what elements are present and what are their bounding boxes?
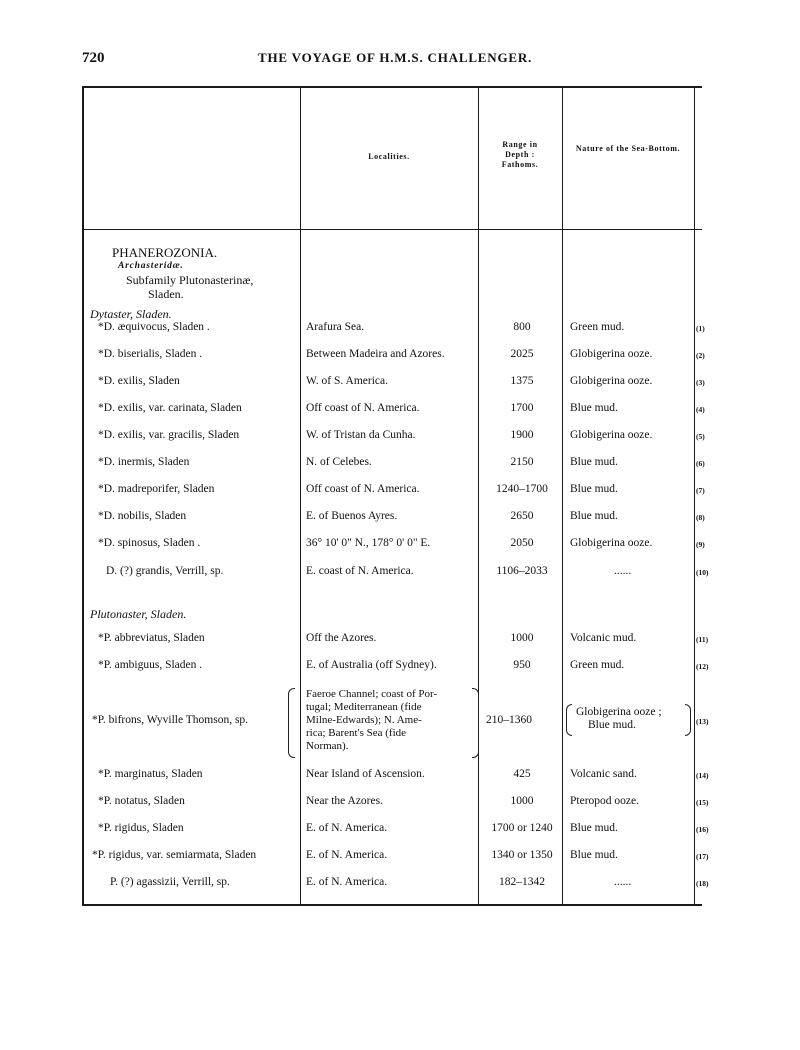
depth-range: 950 (513, 659, 531, 671)
depth-range: 2150 (510, 456, 534, 468)
species-name: *P. notatus, Sladen (98, 795, 185, 807)
footnote-ref: (12) (696, 662, 709, 671)
genus-dytaster: Dytaster, Sladen. (90, 307, 172, 321)
sea-bottom: Blue mud. (570, 510, 618, 522)
depth-range: 2650 (510, 510, 534, 522)
page-number: 720 (82, 50, 105, 66)
species-name: *D. exilis, var. carinata, Sladen (98, 402, 242, 414)
locality: Off coast of N. America. (306, 483, 420, 495)
table-row (82, 822, 709, 842)
footnote-ref: (4) (696, 405, 705, 414)
depth-range: 1340 or 1350 (491, 849, 553, 861)
table-row-bifrons (82, 686, 709, 760)
running-head: THE VOYAGE OF H.M.S. CHALLENGER. (258, 50, 533, 65)
species-name: D. (?) grandis, Verrill, sp. (106, 565, 224, 577)
species-name: *D. exilis, Sladen (98, 375, 180, 387)
depth-range: 1900 (510, 429, 534, 441)
locality: N. of Celebes. (306, 456, 372, 468)
species-name: *P. ambiguus, Sladen . (98, 659, 203, 671)
depth-range: 210–1360 (486, 714, 532, 726)
footnote-ref: (8) (696, 513, 705, 522)
sea-bottom: Volcanic sand. (570, 768, 637, 780)
species-name: *D. æquivocus, Sladen . (98, 321, 210, 333)
species-name: *P. abbreviatus, Sladen (98, 632, 205, 644)
bottom-block (576, 706, 662, 732)
locality: E. of N. America. (306, 822, 388, 834)
locality: Off coast of N. America. (306, 402, 420, 414)
locality: W. of S. America. (306, 375, 388, 387)
sea-bottom: Blue mud. (570, 483, 618, 495)
locality: E. of N. America. (306, 849, 388, 861)
footnote-ref: (3) (696, 378, 705, 387)
table-row (82, 402, 705, 422)
footnote-ref: (2) (696, 351, 705, 360)
table-row (82, 510, 705, 530)
footnote-ref: (16) (696, 825, 709, 834)
locality: E. of Buenos Ayres. (306, 510, 398, 522)
right-brace (472, 688, 479, 758)
depth-range: 1240–1700 (496, 483, 548, 495)
footnote-ref: (11) (696, 635, 709, 644)
locality-line: rica; Barent's Sea (fide (306, 727, 407, 739)
sea-bottom: Globigerina ooze. (570, 348, 653, 360)
footnote-ref: (9) (696, 540, 705, 549)
table-row (82, 849, 709, 869)
depth-range: 1000 (510, 632, 534, 644)
footnote-ref: (15) (696, 798, 709, 807)
sea-bottom: ...... (614, 565, 632, 577)
locality: Near the Azores. (306, 795, 383, 807)
sea-bottom: Blue mud. (570, 456, 618, 468)
locality: Between Madeira and Azores. (306, 348, 445, 360)
depth-range: 2025 (510, 348, 534, 360)
locality-line: Milne-Edwards); N. Ame- (306, 714, 422, 726)
table-row (82, 429, 705, 449)
locality-line: Faeroe Channel; coast of Por- (306, 688, 438, 700)
footnote-ref: (13) (696, 717, 709, 726)
footnote-ref: (17) (696, 852, 709, 861)
table-bottom-rule (82, 904, 702, 906)
footnote-ref: (1) (696, 324, 705, 333)
depth-range: 1700 (510, 402, 534, 414)
table-row (82, 659, 709, 679)
locality: Off the Azores. (306, 632, 377, 644)
species-name: *D. spinosus, Sladen . (98, 537, 201, 549)
table-row (82, 768, 709, 788)
species-name: *D. inermis, Sladen (98, 456, 190, 468)
bottom-left-brace (566, 704, 572, 736)
depth-range: 182–1342 (499, 876, 545, 888)
sea-bottom: Volcanic mud. (570, 632, 637, 644)
locality: 36° 10' 0" N., 178° 0' 0" E. (306, 537, 431, 549)
family-heading: Archasteridæ. (118, 261, 184, 271)
footnote-ref: (10) (696, 568, 709, 577)
footnote-ref: (5) (696, 432, 705, 441)
bottom-line: Globigerina ooze ; (576, 706, 662, 718)
footnote-ref: (7) (696, 486, 705, 495)
header-rule (82, 229, 702, 230)
species-name: *P. rigidus, Sladen (98, 822, 184, 834)
depth-range: 1000 (510, 795, 534, 807)
species-name: *D. madreporifer, Sladen (98, 483, 215, 495)
species-name: *D. nobilis, Sladen (98, 510, 187, 522)
species-name: P. (?) agassizii, Verrill, sp. (110, 876, 230, 888)
sea-bottom: Green mud. (570, 321, 625, 333)
table-row (82, 537, 705, 557)
species-name: *D. biserialis, Sladen . (98, 348, 203, 360)
locality: E. coast of N. America. (306, 565, 414, 577)
sea-bottom: Blue mud. (570, 402, 618, 414)
sea-bottom: Green mud. (570, 659, 625, 671)
sea-bottom: Globigerina ooze. (570, 375, 653, 387)
locality: E. of Australia (off Sydney). (306, 659, 437, 671)
locality: Near Island of Ascension. (306, 768, 425, 780)
sea-bottom: Blue mud. (570, 849, 618, 861)
table-row (82, 632, 709, 652)
species-name: *P. marginatus, Sladen (98, 768, 203, 780)
bottom-right-brace (685, 704, 691, 736)
subfamily-heading: Subfamily Plutonasterinæ, (126, 273, 254, 287)
locality: W. of Tristan da Cunha. (306, 429, 416, 441)
header-range: Range in Depth : Fathoms. (501, 140, 539, 169)
locality-line: Norman). (306, 740, 349, 752)
depth-range: 1375 (510, 375, 534, 387)
table-row (82, 456, 705, 476)
order-heading: PHANEROZONIA. (112, 245, 218, 260)
species-name: *D. exilis, var. gracilis, Sladen (98, 429, 240, 441)
sea-bottom: Globigerina ooze. (570, 537, 653, 549)
table-row (82, 375, 705, 395)
table-row (82, 348, 705, 368)
locality-line: tugal; Mediterranean (fide (306, 701, 422, 713)
sea-bottom: Blue mud. (570, 822, 618, 834)
footnote-ref: (18) (696, 879, 709, 888)
table-row (82, 483, 705, 503)
header-bottom: Nature of the Sea-Bottom. (575, 144, 681, 153)
locality: Arafura Sea. (306, 321, 365, 333)
species-name: *P. bifrons, Wyville Thomson, sp. (92, 714, 249, 726)
subfamily-author: Sladen. (148, 287, 184, 301)
genus-plutonaster: Plutonaster, Sladen. (90, 607, 187, 621)
sea-bottom: ...... (614, 876, 632, 888)
footnote-ref: (14) (696, 771, 709, 780)
depth-range: 2050 (510, 537, 534, 549)
bottom-line: Blue mud. (588, 719, 636, 731)
locality: E. of N. America. (306, 876, 388, 888)
locality-block (306, 688, 437, 753)
species-name: *P. rigidus, var. semiarmata, Sladen (92, 849, 257, 861)
table-row (82, 321, 705, 341)
table-top-rule (82, 86, 702, 88)
table-row (82, 795, 709, 815)
table-row (82, 876, 709, 896)
species-table (82, 86, 709, 906)
depth-range: 1106–2033 (496, 565, 548, 577)
sea-bottom: Pteropod ooze. (570, 795, 639, 807)
depth-range: 1700 or 1240 (491, 822, 553, 834)
sea-bottom: Globigerina ooze. (570, 429, 653, 441)
footnote-ref: (6) (696, 459, 705, 468)
header-localities: Localities. (368, 152, 410, 161)
left-brace (288, 688, 295, 758)
table-row (82, 565, 709, 585)
depth-range: 800 (513, 321, 531, 333)
depth-range: 425 (513, 768, 531, 780)
